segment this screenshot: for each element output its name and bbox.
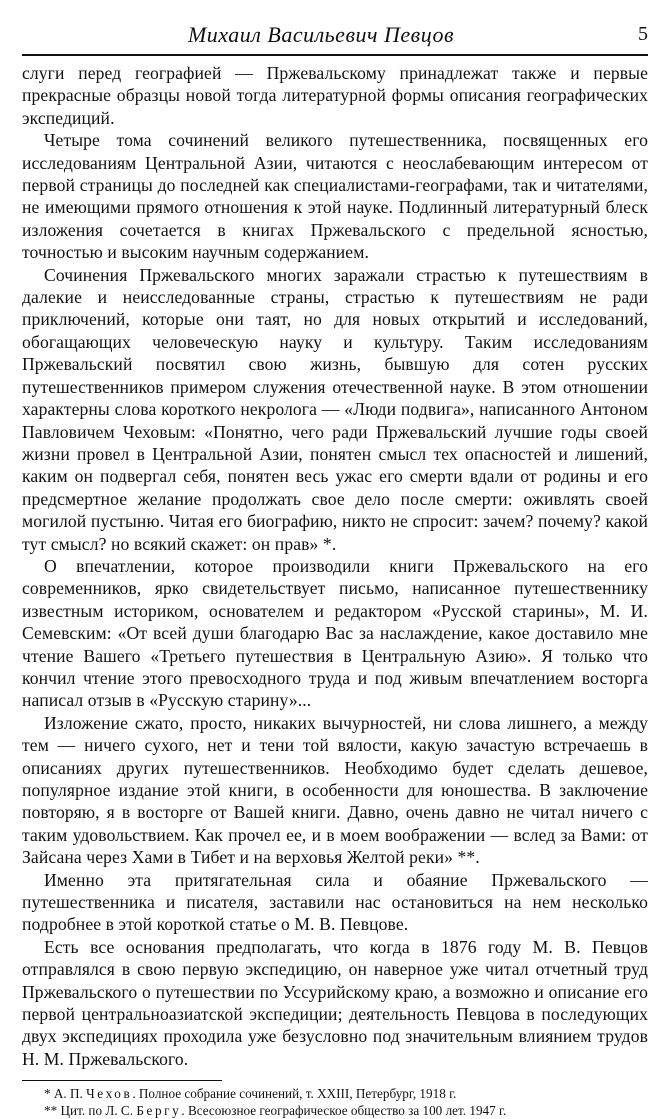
footnote-2-text: . Всесоюзное географическое общество за 100 лет. 1947 г. [181, 1103, 507, 1119]
paragraph-2: Четыре тома сочинений великого путешественника, посвященных его исследованиям Центральной Азии, читаются с неослабевающим интересом от первой страницы до последней как специалистами-географами, так и читателями, не имеющими прямого отношения к этой науке. Подлинный литературный блеск изложения сочетается в книгах Пржевальского с предельной ясностью, точностью и высоким научным содержанием. [22, 130, 648, 263]
paragraph-6: Именно эта притягательная сила и обаяние Пржевальского — путешественника и писателя, заставили нас остановиться на нем несколько подробнее в этой короткой статье о М. В. Певцове. [22, 869, 648, 935]
footnote-1-text: . Полное собрание сочинений, т. XXIII, Петербург, 1918 г. [132, 1086, 457, 1102]
paragraph-1: слуги перед географией — Пржевальскому принадлежат также и первые прекрасные образцы новой тогда литературной формы описания географических экспедиций. [22, 63, 648, 128]
footnote-2-author: Бергу [136, 1103, 182, 1119]
footnote-rule [22, 1080, 222, 1081]
footnotes [22, 1085, 648, 1119]
header-rule [22, 54, 648, 56]
body-text [22, 62, 648, 1070]
footnote-2-mark: ** Цит. по Л. С. [44, 1103, 137, 1119]
paragraph-3: Сочинения Пржевальского многих заражали страстью к путешествиям в далекие и неисследованные страны, страстью к путешествиям не ради приключений, которые они таят, но для новых открытий и исследований, обогащающих человеческую науку и культуру. Таким исследованиям Пржевальский посвятил свою жизнь, бывшую для сотен русских путешественников примером служения отечественной науке. В этом отношении характерны слова короткого некролога — «Люди подвига», написанного Антоном Павловичем Чеховым: «Понятно, чего ради Пржевальский лучшие годы своей жизни провел в Центральной Азии, понятен смысл тех опасностей и лишений, каким он подвергал себя, понятен весь ужас его смерти вдали от родины и его предсмертное желание продолжать свое дело после смерти: оживлять своей могилой пустыню. Читая его биографию, никто не спросит: зачем? почему? какой тут смысл? но всякий скажет: он прав» *. [22, 264, 648, 554]
page-number: 5 [638, 23, 648, 45]
paragraph-4: О впечатлении, которое производили книги Пржевальского на его современников, ярко свидетельствует письмо, написанное путешественнику известным историком, основателем и редактором «Русской старины», М. И. Семевским: «От всей души благодарю Вас за наслаждение, какое доставило мне чтение Вашего «Третьего путешествия в Центральную Азию». Я только что кончил чтение этого превосходного труда и под живым впечатлением восторга написал отзыв в «Русскую старину»... [22, 555, 648, 711]
paragraph-5: Изложение сжато, просто, никаких вычурностей, ни слова лишнего, а между тем — ничего сухого, нет и тени той вялости, какую зачастую встречаешь в описаниях других путешественников. Необходимо будет сделать дешевое, популярное издание этой книги, в особенности для юношества. В заключение повторяю, я в восторге от Вашей книги. Давно, очень давно не читал ничего с таким удовольствием. Как прочел ее, и в моем воображении — вслед за Вами: от Зайсана через Хами в Тибет и на верховья Желтой реки» **. [22, 712, 648, 868]
footnote-1 [22, 1085, 648, 1102]
running-header [22, 12, 648, 52]
paragraph-7: Есть все основания предполагать, что когда в 1876 году М. В. Певцов отправлялся в свою первую экспедицию, он наверное уже читал отчетный труд Пржевальского о путешествии по Уссурийскому краю, а возможно и описание его первой центральноазиатской экспедиции; деятельность Певцова в последующих двух экспедициях проходила уже безусловно под значительным влиянием трудов Н. М. Пржевальского. [22, 936, 648, 1069]
footnote-1-author: Чехов [86, 1086, 133, 1102]
footnote-1-mark: * А. П. [44, 1086, 87, 1102]
header-title: Михаил Васильевич Певцов [187, 22, 455, 47]
footnote-2 [22, 1102, 648, 1119]
